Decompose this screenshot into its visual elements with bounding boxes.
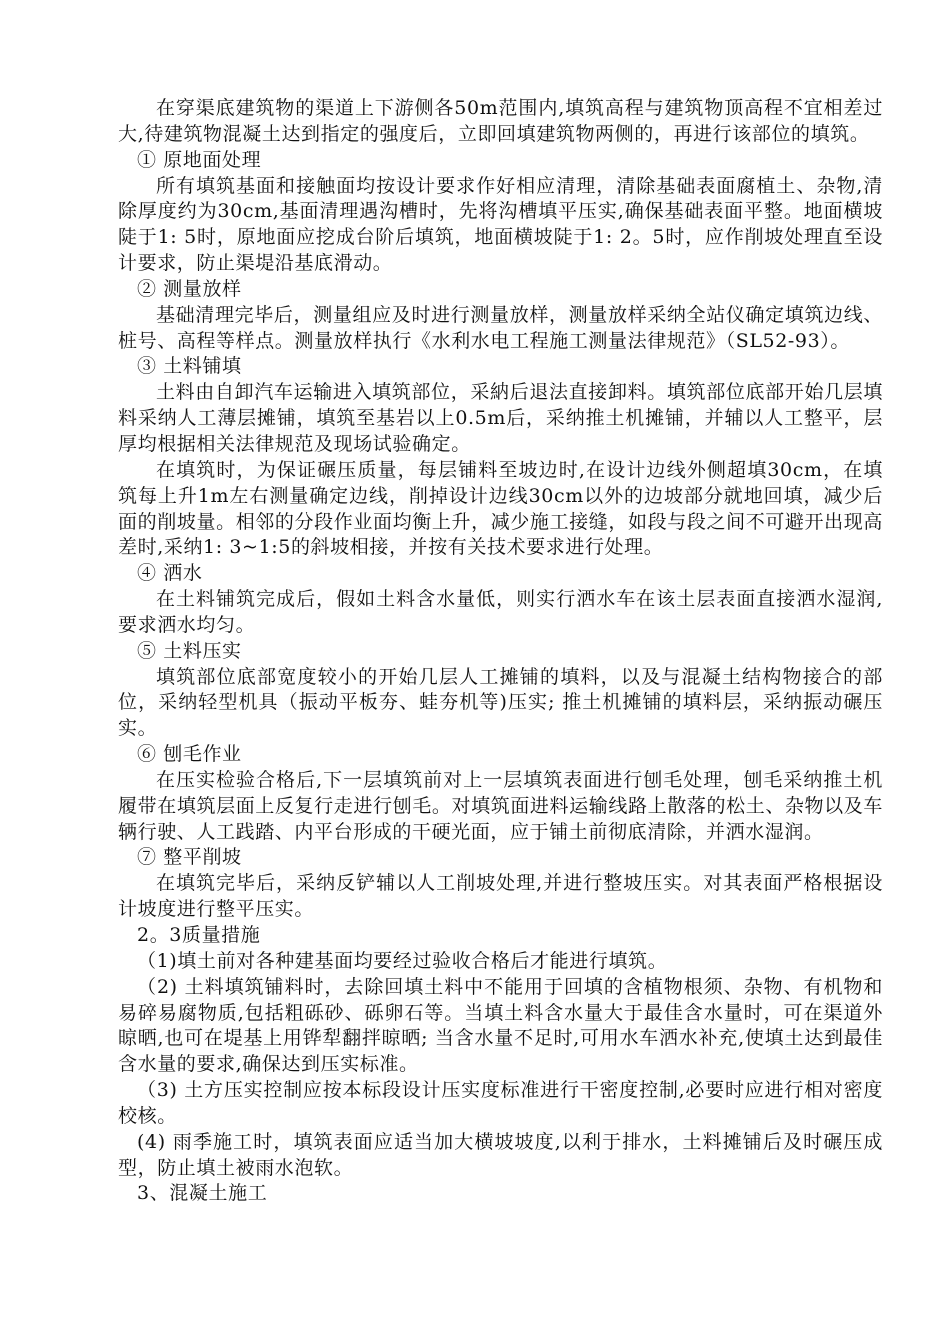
section-heading: ⑥ 刨毛作业 xyxy=(137,743,242,766)
document-body xyxy=(118,96,883,1207)
paragraph: 所有填筑基面和接触面均按设计要求作好相应清理，清除基础表面腐植土、杂物,清除厚度约为30cm,基面清理遇沟槽时，先将沟槽填平压实,确保基础表面平整。地面横坡陡于1: 5时，原地面应挖成台阶后填筑，地面横坡陡于1: 2。5时，应作削坡处理直至设计要求，防止渠堤沿基底滑动。 xyxy=(118,174,883,275)
section-heading: 3、混凝土施工 xyxy=(137,1182,268,1205)
paragraph: 土料由自卸汽车运输进入填筑部位，采納后退法直接卸料。填筑部位底部开始几层填料采纳人工薄层摊铺，填筑至基岩以上0.5m后，采纳推土机摊铺，并辅以人工整平，层厚均根据相关法律规范及现场试验确定。 xyxy=(118,381,883,455)
paragraph: 填筑部位底部宽度较小的开始几层人工摊铺的填料，以及与混凝土结构物接合的部位，采纳轻型机具（振动平板夯、蛙夯机等)压实; 推土机摊铺的填料层，采纳振动碾压实。 xyxy=(118,665,883,740)
section-heading: ③ 土料铺填 xyxy=(137,355,242,378)
list-item: （1)填土前对各种建基面均要经过验收合格后才能进行填筑。 xyxy=(137,949,668,972)
paragraph: 在压实检验合格后,下一层填筑前对上一层填筑表面进行刨毛处理，刨毛采纳推土机履带在填筑层面上反复行走进行刨毛。对填筑面进料运输线路上散落的松土、杂物以及车辆行驶、人工践踏、内平台形成的干硬光面，应于铺土前彻底清除，并洒水湿润。 xyxy=(118,768,883,843)
section-heading: ② 测量放样 xyxy=(137,277,242,300)
paragraph: 在土料铺筑完成后，假如土料含水量低，则实行洒水车在该土层表面直接洒水湿润,要求洒水均匀。 xyxy=(118,588,883,636)
paragraph: 在填筑完毕后，采纳反铲辅以人工削坡处理,并进行整坡压实。对其表面严格根据设计坡度进行整平压实。 xyxy=(118,872,883,921)
section-heading: 2。3质量措施 xyxy=(137,924,261,946)
list-item: (4) 雨季施工时，填筑表面应适当加大横坡坡度,以利于排水，土料摊铺后及时碾压成型，防止填土被雨水泡软。 xyxy=(118,1130,883,1179)
section-heading: ④ 洒水 xyxy=(137,562,203,585)
section-heading: ⑤ 土料压实 xyxy=(137,639,242,662)
paragraph: 在穿渠底建筑物的渠道上下游侧各50m范围内,填筑高程与建筑物顶高程不宜相差过大,待建筑物混凝土达到指定的强度后，立即回填建筑物两侧的，再进行该部位的填筑。 xyxy=(118,97,883,145)
section-heading: ⑦ 整平削坡 xyxy=(137,846,242,869)
section-heading: ① 原地面处理 xyxy=(137,148,262,171)
paragraph: 基础清理完毕后，测量组应及时进行测量放样，测量放样采纳全站仪确定填筑边线、桩号、高程等样点。测量放样执行《水利水电工程施工测量法律规范》（SL52-93）。 xyxy=(118,303,883,352)
list-item: （3) 土方压实控制应按本标段设计压实度标准进行干密度控制,必要时应进行相对密度校核。 xyxy=(118,1079,883,1127)
paragraph: 在填筑时，为保证碾压质量，每层铺料至坡边时,在设计边线外侧超填30cm，在填筑每上升1m左右测量确定边线，削掉设计边线30cm以外的边坡部分就地回填，减少后面的削坡量。相邻的分段作业面均衡上升，减少施工接缝，如段与段之间不可避开出现高差时,采纳1: 3~1:5的斜坡相接，并按有关技术要求进行处理。 xyxy=(118,458,883,559)
list-item: （2) 土料填筑铺料时，去除回填土料中不能用于回填的含植物根须、杂物、有机物和易碎易腐物质,包括粗砾砂、砾卵石等。当填土料含水量大于最佳含水量时，可在渠道外晾晒,也可在堤基上用铧犁翻拌晾晒; 当含水量不足时,可用水车洒水补充,使填土达到最佳含水量的要求,确保达到压实标准。 xyxy=(118,975,883,1076)
